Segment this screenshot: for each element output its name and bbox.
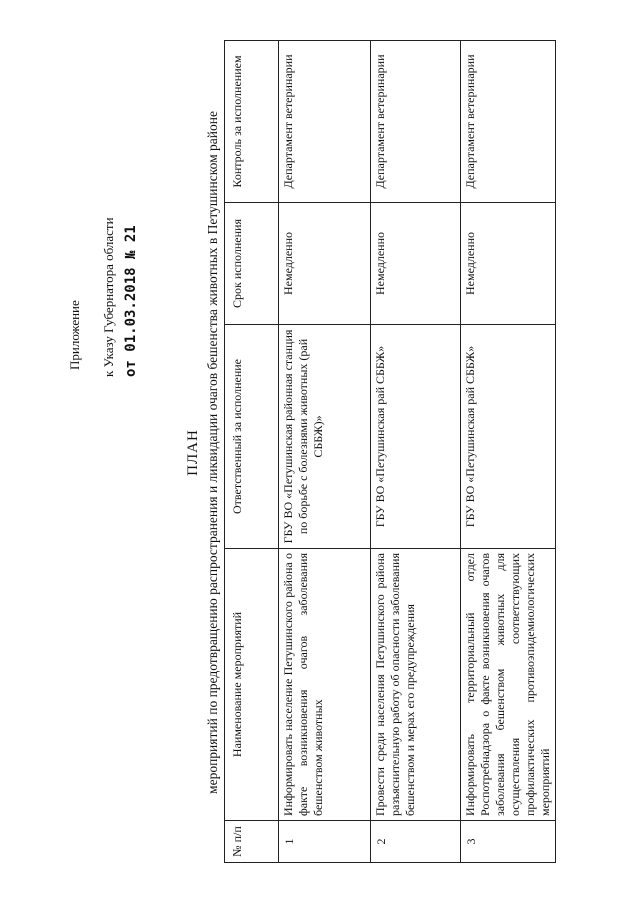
table-row <box>461 41 556 863</box>
row-responsible: ГБУ ВО «Петушинская рай СББЖ» <box>371 325 461 549</box>
page-title: ПЛАН <box>185 429 201 476</box>
header-term: Срок исполнения <box>225 203 279 325</box>
page-subtitle: мероприятий по предотвращению распространения и ликвидации очагов бешенства животных в Петушинском районе <box>205 111 220 794</box>
row-num: 3 <box>461 821 556 863</box>
row-control: Департамент ветеринарии <box>371 41 461 203</box>
row-responsible: ГБУ ВО «Петушинская районная станция по борьбе с болезнями животных (рай СББЖ)» <box>279 325 371 549</box>
plan-table <box>224 40 556 863</box>
row-num: 1 <box>279 821 371 863</box>
row-term: Немедленно <box>279 203 371 325</box>
header-control: Контроль за исполнением <box>225 41 279 203</box>
row-name: Информировать население Петушинского района о факте возникновения очагов заболевания бешенством животных <box>279 549 371 821</box>
row-term: Немедленно <box>371 203 461 325</box>
row-responsible: ГБУ ВО «Петушинская рай СББЖ» <box>461 325 556 549</box>
row-control: Департамент ветеринарии <box>279 41 371 203</box>
header-num: № п/п <box>225 821 279 863</box>
appendix-label: Приложение <box>67 300 82 370</box>
header-responsible: Ответственный за исполнение <box>225 325 279 549</box>
row-term: Немедленно <box>461 203 556 325</box>
table-row <box>279 41 371 863</box>
appendix-date-number: от 01.03.2018 № 21 <box>123 225 139 377</box>
row-name: Провести среди населения Петушинского района разъяснительную работу об опасности заболевания бешенством и мерах его предупреждения <box>371 549 461 821</box>
row-control: Департамент ветеринарии <box>461 41 556 203</box>
row-num: 2 <box>371 821 461 863</box>
header-name: Наименование мероприятий <box>225 549 279 821</box>
appendix-decree: к Указу Губернатора области <box>101 217 116 377</box>
table-row <box>371 41 461 863</box>
table-header-row <box>225 41 279 863</box>
row-name: Информировать территориальный отдел Роспотребнадзора о факте возникновения очагов заболевания бешенством животных для осуществления соответствующих профилактических противоэпидемиологических мероприятий <box>461 549 556 821</box>
